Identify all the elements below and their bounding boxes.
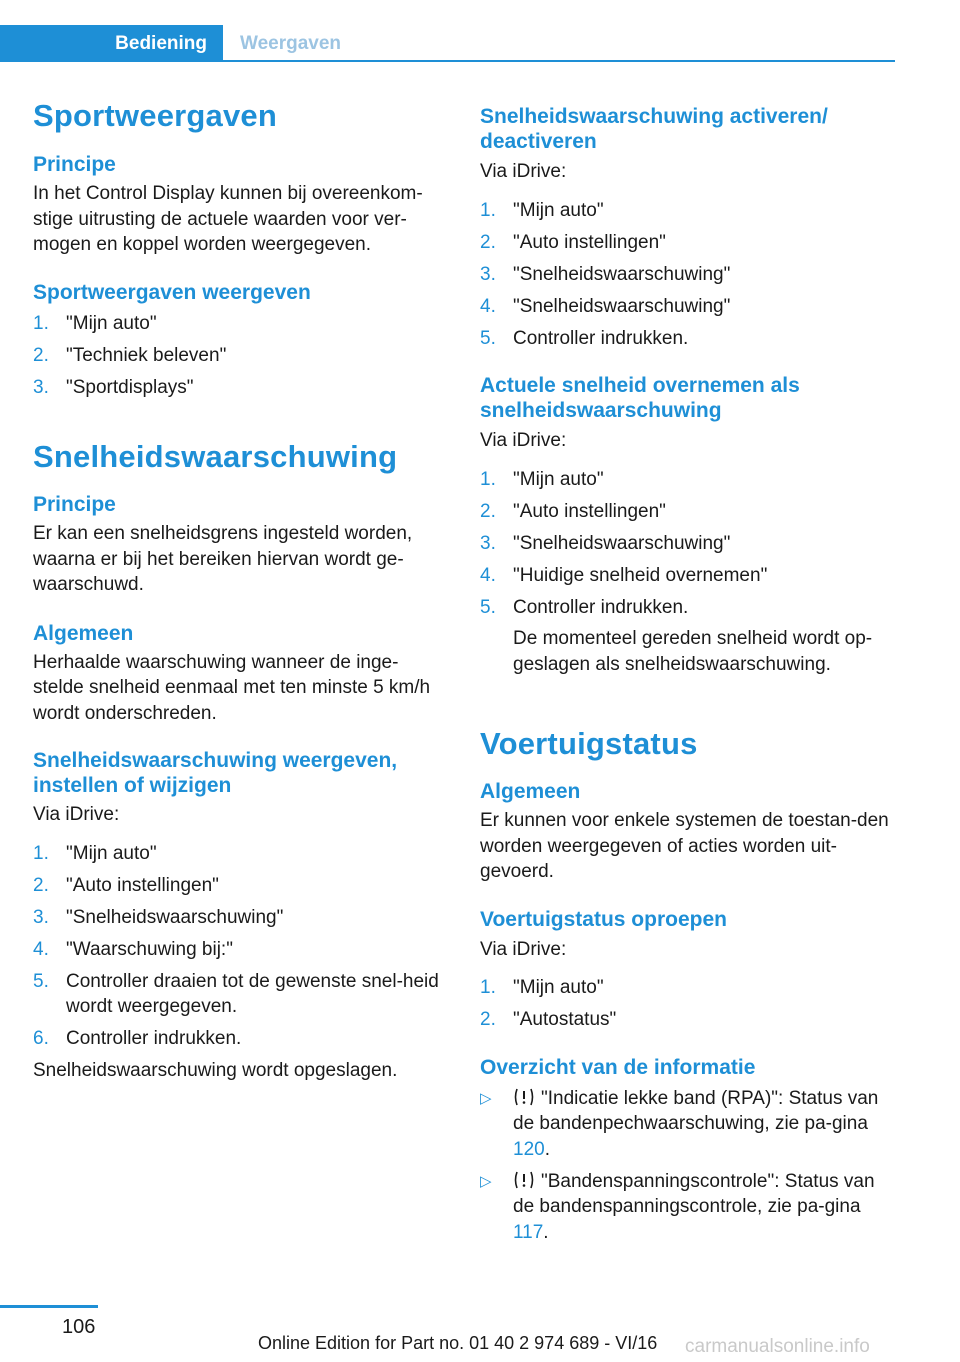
list-item: 2. "Techniek beleven"	[33, 344, 227, 366]
tab-weergaven[interactable]: Weergaven	[240, 32, 342, 54]
overview-list	[480, 1086, 895, 1246]
left-column	[33, 92, 448, 1083]
list-item: 1. "Mijn auto"	[33, 842, 157, 864]
list-item: 3. "Snelheidswaarschuwing"	[480, 532, 731, 554]
heading-sportweergaven-weergeven: Sportweergaven weergeven	[33, 280, 311, 304]
list-item: 3. "Snelheidswaarschuwing"	[33, 906, 284, 928]
heading-voertuigstatus-oproepen: Voertuigstatus oproepen	[480, 907, 727, 931]
via-idrive: Via iDrive:	[480, 938, 567, 960]
heading-actuele-snelheid: Actuele snelheid overnemen als snelheidswaarschuwing	[480, 374, 800, 422]
list-item: 2. "Auto instellingen"	[480, 231, 666, 253]
steps-sportweergaven	[33, 311, 448, 401]
tire-warning-icon	[513, 1087, 535, 1107]
list-item: 4. "Waarschuwing bij:"	[33, 938, 233, 960]
list-item: 4. "Huidige snelheid overnemen"	[480, 564, 768, 586]
heading-algemeen-2: Algemeen	[480, 780, 581, 803]
list-item: ▷ "Bandenspanningscontrole": Status van de bandenspanningscontrole, zie pa-gina 117.	[480, 1170, 875, 1243]
section-title-snelheidswaarschuwing: Snelheidswaarschuwing	[33, 439, 398, 474]
via-idrive: Via iDrive:	[480, 161, 567, 182]
paragraph-principe: In het Control Display kunnen bij overeenkom-stige uitrusting de actuele waarden voor ver-mogen en koppel worden weergegeven.	[33, 183, 423, 255]
list-item: 2. "Auto instellingen"	[33, 874, 219, 896]
list-item: 1. "Mijn auto"	[33, 312, 157, 334]
steps-voertuigstatus	[480, 975, 895, 1033]
list-item: 1. "Mijn auto"	[480, 977, 604, 998]
paragraph-opgeslagen: Snelheidswaarschuwing wordt opgeslagen.	[33, 1059, 398, 1081]
heading-algemeen: Algemeen	[33, 621, 134, 645]
list-item: 1. "Mijn auto"	[480, 199, 604, 221]
header-rule	[0, 60, 895, 62]
steps-weergeven	[33, 841, 448, 1052]
heading-principe-2: Principe	[33, 493, 116, 516]
via-idrive: Via iDrive:	[480, 430, 567, 451]
list-item: 2. "Autostatus"	[480, 1009, 617, 1030]
edition-text: Online Edition for Part no. 01 40 2 974 689 - VI/16	[258, 1333, 658, 1353]
watermark: carmanualsonline.info	[685, 1336, 870, 1357]
heading-weergeven-instellen: Snelheidswaarschuwing weergeven, instellen of wijzigen	[33, 749, 398, 797]
page-link-117[interactable]: 117	[513, 1221, 544, 1243]
triangle-bullet-icon: ▷	[480, 1089, 492, 1107]
heading-activeren-deactiveren: Snelheidswaarschuwing activeren/ deactiveren	[480, 105, 828, 153]
list-item: 3. "Snelheidswaarschuwing"	[480, 263, 731, 285]
tab-bediening[interactable]: Bediening	[0, 25, 223, 62]
triangle-bullet-icon: ▷	[480, 1172, 492, 1190]
step-note: De momenteel gereden snelheid wordt op-geslagen als snelheidswaarschuwing.	[513, 628, 873, 675]
paragraph-algemeen: Herhaalde waarschuwing wanneer de inge-stelde snelheid eenmaal met ten minste 5 km/h wordt onderschreden.	[33, 651, 431, 724]
list-item: 6. Controller indrukken.	[33, 1028, 242, 1049]
section-title-voertuigstatus: Voertuigstatus	[480, 726, 698, 761]
paragraph-principe-2: Er kan een snelheidsgrens ingesteld worden, waarna er bij het bereiken hiervan wordt ge-waarschuwd.	[33, 523, 413, 595]
paragraph-algemeen-2: Er kunnen voor enkele systemen de toestan-den worden weergegeven of acties worden uit-gevoerd.	[480, 810, 889, 882]
tire-warning-icon	[513, 1170, 535, 1190]
page-number: 106	[62, 1316, 96, 1338]
heading-principe: Principe	[33, 153, 116, 176]
list-item: 5. Controller draaien tot de gewenste snel-heid wordt weergegeven.	[33, 970, 439, 1017]
list-item: 5. Controller indrukken. De momenteel gereden snelheid wordt op-geslagen als snelheidswaarschuwing.	[480, 595, 895, 678]
section-title-sportweergaven: Sportweergaven	[33, 98, 277, 133]
header-tabbar	[0, 25, 895, 62]
list-item: 3. "Sportdisplays"	[33, 376, 194, 398]
via-idrive: Via iDrive:	[33, 804, 120, 825]
right-column	[480, 92, 895, 1252]
list-item: 4. "Snelheidswaarschuwing"	[480, 295, 731, 317]
list-item: 2. "Auto instellingen"	[480, 500, 666, 522]
list-item: 1. "Mijn auto"	[480, 468, 604, 490]
list-item: 5. Controller indrukken.	[480, 327, 689, 349]
steps-activeren	[480, 198, 895, 352]
list-item: ▷ "Indicatie lekke band (RPA)": Status van de bandenpechwaarschuwing, zie pa-gina 120.	[480, 1087, 879, 1160]
steps-actuele-snelheid	[480, 467, 895, 678]
page-link-120[interactable]: 120	[513, 1138, 545, 1160]
footer-rule	[0, 1305, 98, 1308]
heading-overzicht-informatie: Overzicht van de informatie	[480, 1055, 756, 1079]
